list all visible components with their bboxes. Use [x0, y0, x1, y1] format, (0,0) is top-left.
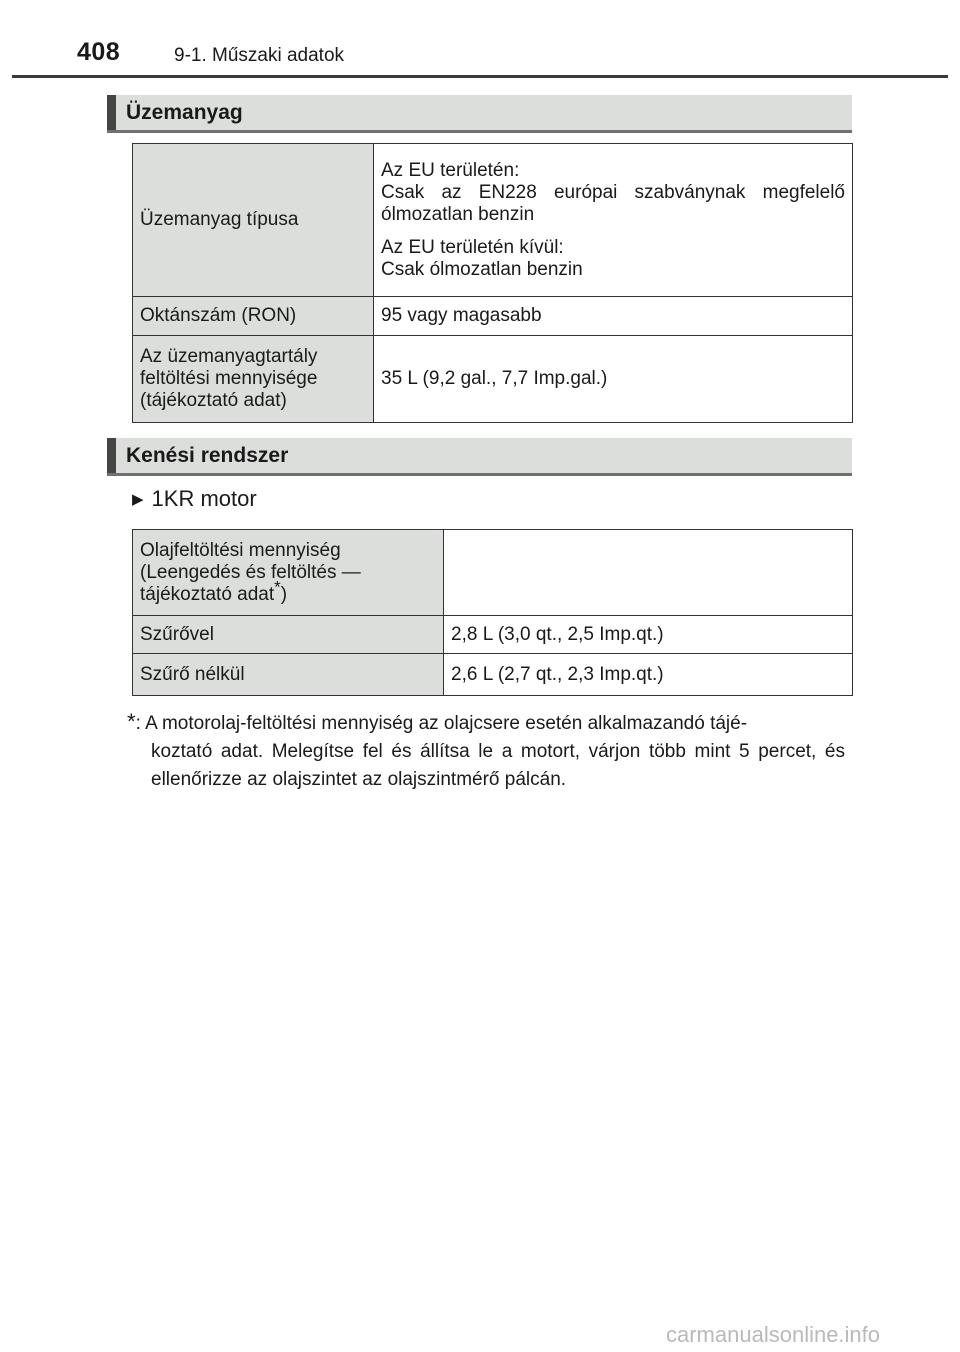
footnote-marker: * [274, 577, 281, 597]
spec-text-non-eu: Az EU területén kívül: Csak ólmozatlan benzin [381, 236, 583, 280]
spec-label: Oktánszám (RON) [133, 297, 374, 336]
footnote-continuation: koztató adat. Melegítse fel és állítsa le a motort, várjon több mint 5 percet, és ellenőrizze az olajszintet az olajszintmérő pálcán. [151, 741, 845, 790]
table-row [133, 616, 853, 654]
heading-close-paren: ) [280, 583, 288, 605]
spec-value: 95 vagy magasabb [374, 297, 853, 336]
spec-label: Üzemanyag típusa [133, 144, 374, 297]
section-title: Kenési rendszer [126, 444, 289, 467]
spec-value: 35 L (9,2 gal., 7,7 Imp.gal.) [374, 336, 853, 423]
footnote [127, 708, 845, 794]
spec-value: 2,6 L (2,7 qt., 2,3 Imp.qt.) [444, 654, 853, 696]
triangle-bullet-icon: ▶ [132, 491, 144, 508]
spec-value-empty [444, 530, 853, 616]
section-heading-lubrication [107, 438, 852, 476]
table-row [133, 654, 853, 696]
table-row [133, 336, 853, 423]
section-accent-bar [107, 438, 116, 473]
spec-value [374, 144, 853, 297]
header-divider [12, 75, 948, 78]
footnote-text: : A motorolaj-feltöltési mennyiség az olajcsere esetén alkalmazandó tájé- [135, 713, 748, 734]
oil-capacity-table [132, 529, 853, 696]
chapter-title: 9-1. Műszaki adatok [174, 45, 345, 66]
page-number: 408 [77, 38, 121, 66]
engine-label: 1KR motor [151, 486, 257, 511]
section-heading-fuel [107, 95, 852, 133]
fuel-spec-table [132, 143, 853, 423]
spec-label: Az üzemanyagtartály feltöltési mennyisége (tájékoztató adat) [133, 336, 374, 423]
table-row [133, 144, 853, 297]
engine-subheading [132, 486, 257, 512]
oil-capacity-heading: Olajfeltöltési mennyiség (Leengedés és feltöltés — tájékoztató adat [140, 539, 361, 605]
section-title: Üzemanyag [126, 101, 243, 124]
page-header [0, 0, 960, 80]
spec-value: 2,8 L (3,0 qt., 2,5 Imp.qt.) [444, 616, 853, 654]
spec-label: Szűrővel [133, 616, 444, 654]
footnote-asterisk: * [127, 709, 136, 734]
table-row [133, 530, 853, 616]
spec-label [133, 530, 444, 616]
section-accent-bar [107, 95, 116, 130]
spec-text-eu: Az EU területén: Csak az EN228 európai szabványnak megfelelő ólmozatlan benzin [381, 159, 845, 225]
spec-label: Szűrő nélkül [133, 654, 444, 696]
watermark: carmanualsonline.info [666, 1322, 881, 1347]
table-row [133, 297, 853, 336]
